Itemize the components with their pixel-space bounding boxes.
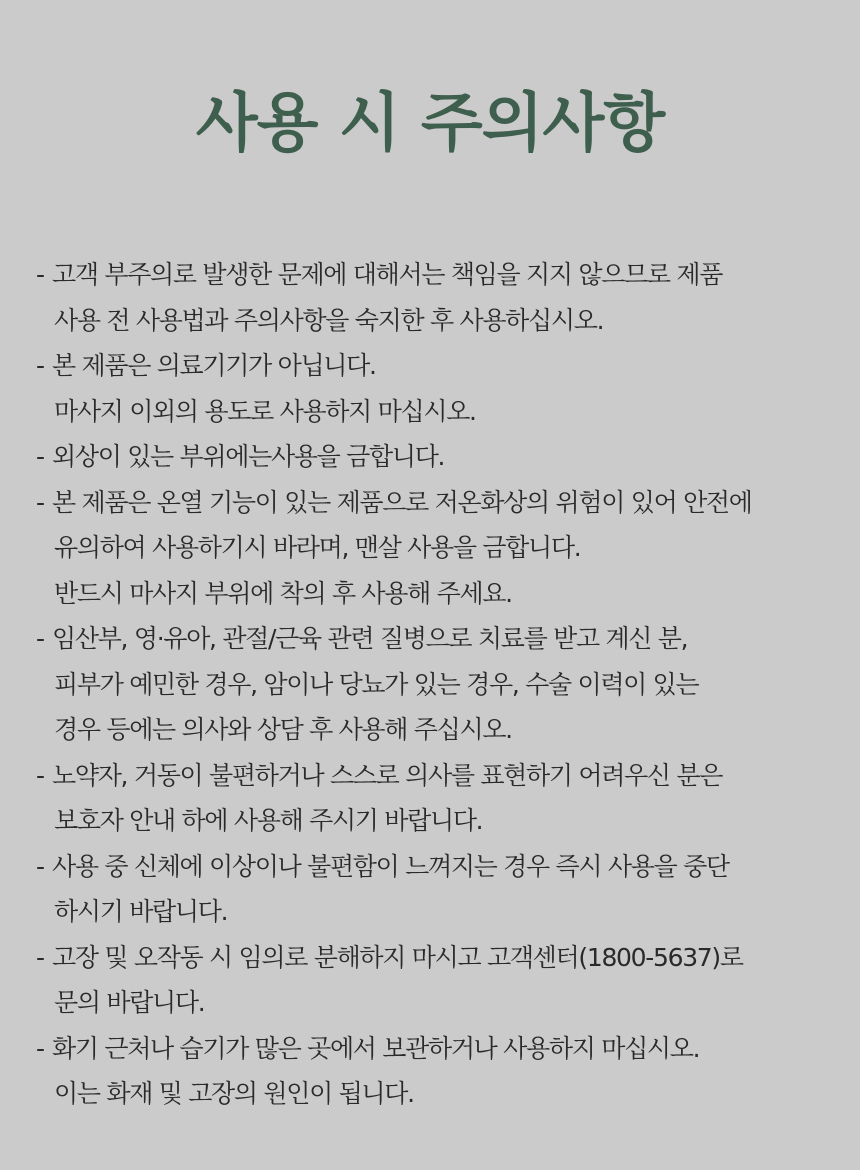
notice-line: 마사지 이외의 용도로 사용하지 마십시오. [54,396,476,426]
bullet-dash: - [36,851,44,881]
notice-item [36,935,836,1026]
bullet-dash: - [36,487,44,517]
notice-text: 노약자, 거동이 불편하거나 스스로 의사를 표현하기 어려우신 분은 [52,760,723,790]
notice-text: 화기 근처나 습기가 많은 곳에서 보관하거나 사용하지 마십시오. [52,1033,700,1063]
notice-item [36,616,836,753]
notice-item [36,480,836,617]
notice-line: 유의하여 사용하기시 바라며, 맨살 사용을 금합니다. [54,533,581,562]
notice-text: 고객 부주의로 발생한 문제에 대해서는 책임을 지지 않으므로 제품 [52,260,723,289]
notice-line [36,1026,836,1072]
notice-line: 보호자 안내 하에 사용해 주시기 바랍니다. [54,806,483,835]
notice-line [36,252,836,298]
notice-item [36,434,836,480]
bullet-dash: - [36,442,44,471]
notice-line [36,343,836,389]
notice-line [36,753,836,799]
notice-line: 사용 전 사용법과 주의사항을 숙지한 후 사용하십시오. [54,305,604,335]
page-title: 사용 시 주의사항 [195,87,665,161]
bullet-dash: - [36,624,44,653]
bullet-dash: - [36,1033,44,1063]
bullet-dash: - [36,942,44,972]
notice-item [36,753,836,844]
notice-line [36,616,836,662]
notice-text: 사용 중 신체에 이상이나 불편함이 느껴지는 경우 즉시 사용을 중단 [52,851,729,881]
notice-item [36,844,836,935]
notice-item [36,252,836,343]
bullet-dash: - [36,260,44,289]
notice-line: 하시기 바랍니다. [54,897,228,926]
notice-line: 경우 등에는 의사와 상담 후 사용해 주십시오. [54,715,512,744]
bullet-dash: - [36,351,44,380]
notice-item [36,1026,836,1117]
notice-line: 반드시 마사지 부위에 착의 후 사용해 주세요. [54,578,512,608]
notice-line: 피부가 예민한 경우, 암이나 당뇨가 있는 경우, 수술 이력이 있는 [54,669,699,699]
notice-line: 문의 바랍니다. [54,988,205,1017]
notice-text: 임산부, 영·유아, 관절/근육 관련 질병으로 치료를 받고 계신 분, [52,624,688,653]
notice-line [36,935,836,981]
notice-text: 외상이 있는 부위에는사용을 금합니다. [52,442,445,471]
notice-list [36,252,836,1117]
notice-line [36,480,836,526]
bullet-dash: - [36,760,44,790]
notice-line [36,844,836,890]
notice-item [36,343,836,434]
notice-line: 이는 화재 및 고장의 원인이 됩니다. [54,1079,414,1108]
notice-text: 본 제품은 온열 기능이 있는 제품으로 저온화상의 위험이 있어 안전에 [52,487,752,517]
notice-text: 고장 및 오작동 시 임의로 분해하지 마시고 고객센터(1800-5637)로 [52,942,743,972]
notice-text: 본 제품은 의료기기가 아닙니다. [52,351,376,380]
notice-line [36,434,836,480]
